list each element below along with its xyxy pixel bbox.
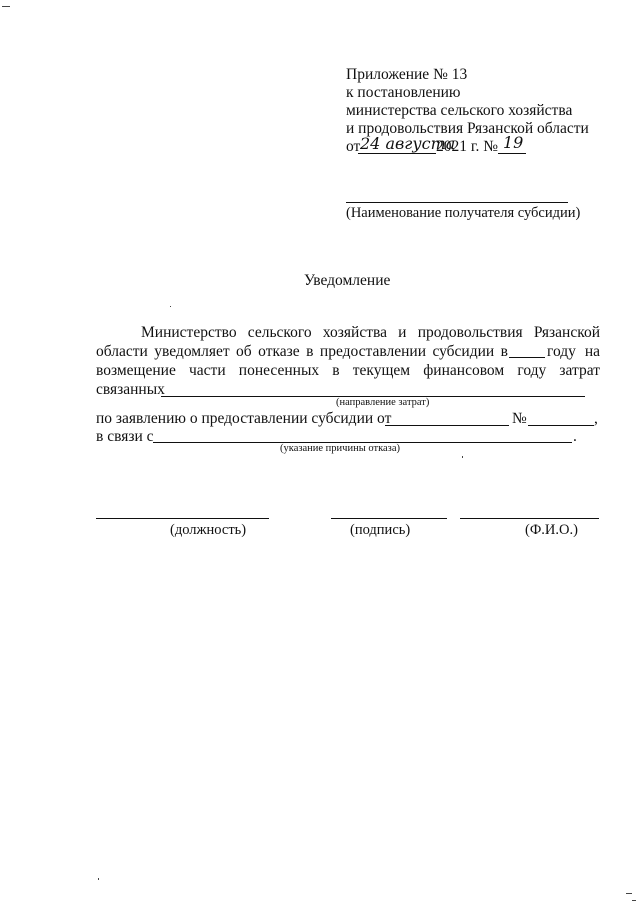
- position-line: [96, 518, 269, 519]
- body-line-2: области уведомляет об отказе в предоставлении субсидии в: [96, 343, 508, 360]
- date-underline: [358, 153, 436, 154]
- scan-speck: [462, 456, 463, 458]
- appendix-date-handwritten: 24 августа: [360, 134, 456, 153]
- scan-speck: [170, 306, 171, 307]
- expenses-caption: (направление затрат): [336, 397, 430, 408]
- application-number-sign: №: [512, 410, 527, 427]
- application-line: по заявлению о предоставлении субсидии от: [96, 410, 392, 427]
- appendix-date-prefix: от: [346, 138, 361, 155]
- reason-period: .: [573, 428, 577, 445]
- document-title: Уведомление: [304, 272, 391, 289]
- application-number-blank: [528, 425, 594, 426]
- name-caption: (Ф.И.О.): [525, 522, 578, 538]
- scan-speck: [98, 878, 99, 880]
- appendix-number: Приложение № 13: [346, 66, 468, 83]
- application-date-blank: [385, 425, 509, 426]
- body-line-3: возмещение части понесенных в текущем финансовом году затрат: [96, 362, 600, 379]
- recipient-line: [346, 202, 568, 203]
- body-line-4: связанных: [96, 381, 165, 398]
- reason-caption: (указание причины отказа): [280, 443, 400, 454]
- position-caption: (должность): [170, 522, 247, 538]
- appendix-date-year: 2021 г. №: [436, 138, 499, 155]
- body-line-2-end: году на: [547, 343, 600, 360]
- scan-speck: [632, 900, 636, 901]
- appendix-to-resolution: к постановлению: [346, 84, 461, 101]
- name-line: [460, 518, 599, 519]
- year-blank: [509, 357, 545, 358]
- number-underline: [498, 153, 526, 154]
- scan-speck: [626, 893, 632, 894]
- scan-speck: [2, 6, 10, 7]
- appendix-number-handwritten: 19: [503, 133, 524, 152]
- appendix-ministry: министерства сельского хозяйства: [346, 102, 573, 119]
- reason-line: в связи с: [96, 428, 154, 445]
- body-line-1: Министерство сельского хозяйства и продовольствия Рязанской: [141, 324, 600, 341]
- appendix-ministry-region: и продовольствия Рязанской области: [346, 120, 589, 137]
- signature-line: [331, 518, 447, 519]
- signature-caption: (подпись): [350, 522, 411, 538]
- application-comma: ,: [594, 410, 598, 427]
- recipient-caption: (Наименование получателя субсидии): [346, 205, 581, 221]
